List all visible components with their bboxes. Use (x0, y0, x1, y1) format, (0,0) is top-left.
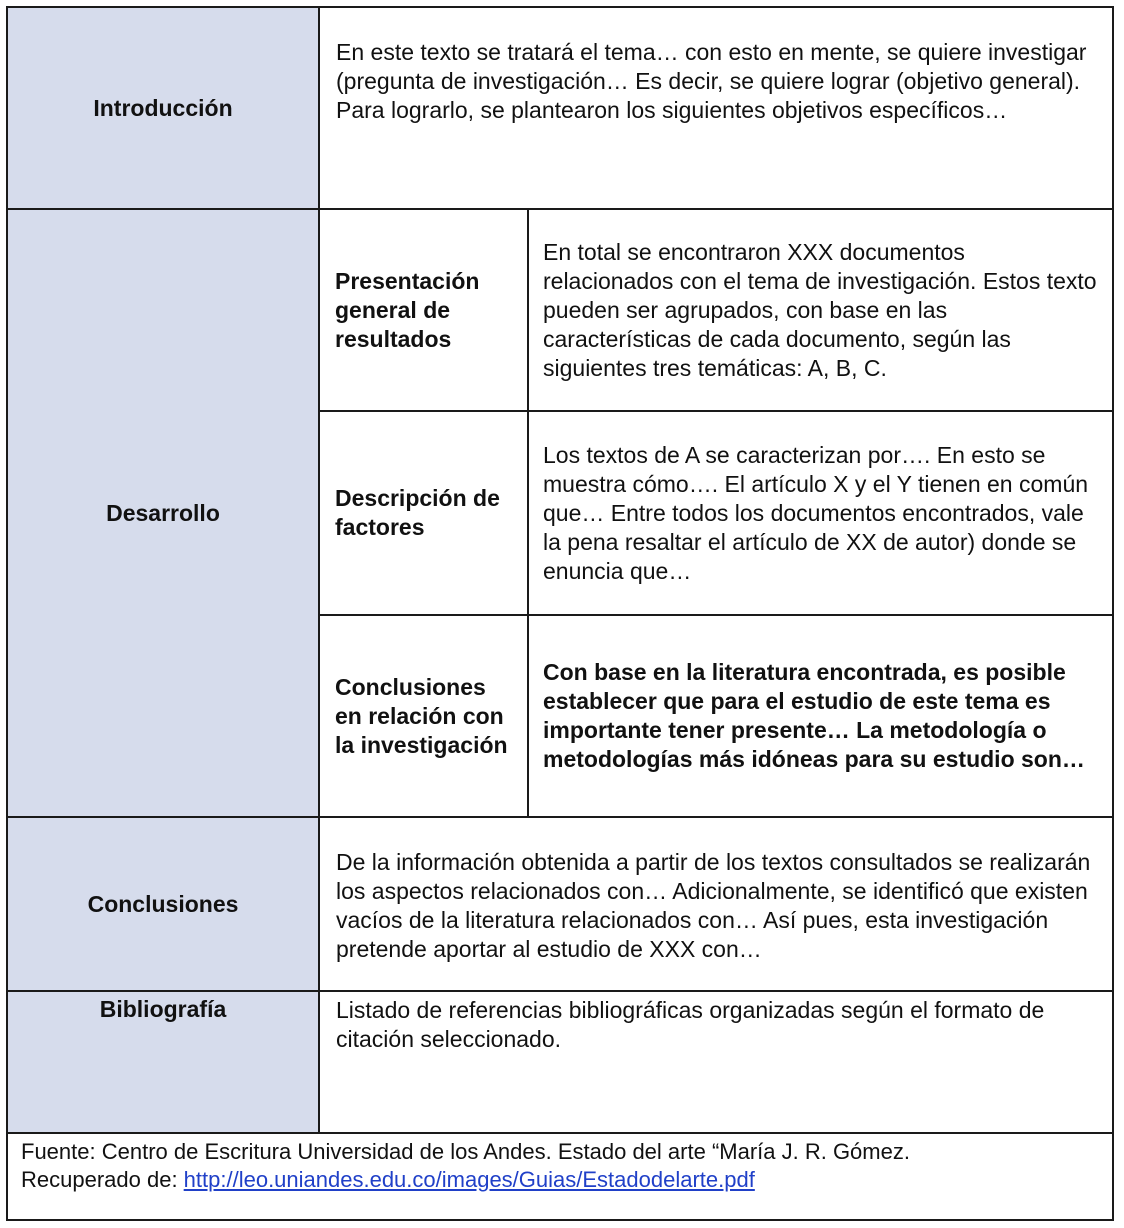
retrieved-prefix: Recuperado de: (21, 1167, 184, 1192)
estado-del-arte-table (6, 6, 1114, 1221)
label-conclusiones: Conclusiones (8, 818, 320, 990)
text-introduccion: En este texto se tratará el tema… con esto en mente, se quiere investigar (pregunta de investigación… Es decir, se quiere lograr (objetivo general). Para lograrlo, se plantearon los siguientes objetivos específicos… (336, 39, 1087, 123)
row-bibliografia (8, 992, 1112, 1134)
label-presentacion-resultados: Presentación general de resultados (320, 210, 529, 410)
text-conclusiones: De la información obtenida a partir de los textos consultados se realizarán los aspectos relacionados con… Adicionalmente, se identificó que existen vacíos de la literatura relacionados con… Así pues, esta investigación pretende aportar al estudio de XXX con… (336, 849, 1091, 962)
subrow-descripcion (320, 412, 1112, 616)
row-desarrollo (8, 210, 1112, 818)
source-footer (8, 1134, 1112, 1219)
label-bibliografia: Bibliografía (8, 992, 320, 1132)
text-descripcion-factores: Los textos de A se caracterizan por…. En esto se muestra cómo…. El artículo X y el Y tienen en común que… Entre todos los documentos encontrados, vale la pena resaltar el artículo de XX de autor) donde se enuncia que… (543, 441, 1089, 584)
row-introduccion (8, 8, 1112, 210)
label-conclusiones-investigacion: Conclusiones en relación con la investigación (320, 616, 529, 816)
source-text: Fuente: Centro de Escritura Universidad de los Andes. Estado del arte “María J. R. Gómez. (21, 1139, 910, 1164)
text-conclusiones-investigacion: Con base en la literatura encontrada, es posible establecer que para el estudio de este tema es importante tener presente… La metodología o metodologías más idóneas para su estudio son… (543, 659, 1085, 772)
label-descripcion-factores: Descripción de factores (320, 412, 529, 614)
text-presentacion-resultados: En total se encontraron XXX documentos relacionados con el tema de investigación. Estos texto pueden ser agrupados, con base en las características de cada documento, según las siguientes tres temáticas: A, B, C. (543, 238, 1097, 381)
label-desarrollo: Desarrollo (8, 210, 320, 816)
subrow-conclusiones-investigacion (320, 616, 1112, 816)
label-introduccion: Introducción (8, 8, 320, 208)
retrieved-line (21, 1166, 1100, 1194)
row-conclusiones (8, 818, 1112, 992)
subrow-presentacion (320, 210, 1112, 412)
source-link[interactable]: http://leo.uniandes.edu.co/images/Guias/Estadodelarte.pdf (183, 1167, 755, 1192)
text-bibliografia: Listado de referencias bibliográficas organizadas según el formato de citación seleccionado. (336, 997, 1045, 1052)
